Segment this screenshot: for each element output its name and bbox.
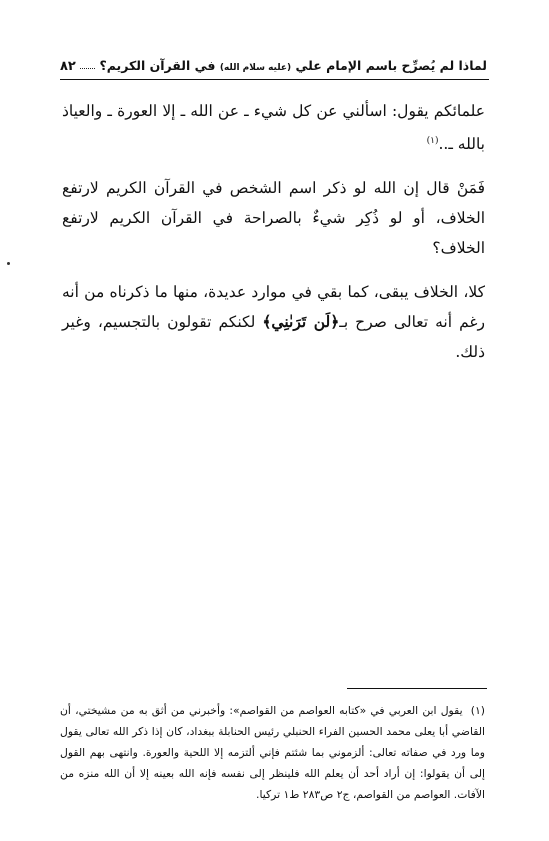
footnote [60, 700, 485, 805]
footnote-text: يقول ابن العربي في «كتابه العواصم من القواصم»: وأخبرني من أثق به من مشيختي، أن القاضي أبا يعلى محمد الحسين الفراء الحنبلي رئيس الحنابلة ببغداد، كان إذا ذكر الله تعالى يقول وما ورد في صفاته تعالى: ألزموني بما شئتم فإني ألتزمه إلا اللحية والعورة. وانتهى بهم القول إلى أن يقولوا: إن أراد أحد أن يعلم الله فلينظر إلى نفسه فإنه الله بعينه إلا أن الله منزه من الآفات. العواصم من القواصم، ج٢ ص٢٨٣ ط١ تركيا. [60, 704, 485, 801]
running-title-end: في القرآن الكريم؟ [99, 58, 216, 73]
footnote-number: (١) [470, 704, 485, 717]
paragraph-3-text-a: كلا، الخلاف يبقى، كما بقي في موارد عديدة، منها ما ذكرناه من أنه رغم أنه تعالى صرح بـ [62, 283, 485, 332]
page-number: ٨٢ [60, 59, 76, 74]
main-text [62, 96, 485, 381]
margin-mark [7, 262, 10, 265]
paragraph-3-text-b: لكنكم تقولون بالتجسيم، وغير ذلك. [62, 313, 485, 362]
footnote-reference: (١) [426, 136, 439, 146]
header-leader-dots [80, 67, 96, 69]
quran-quote: ﴿لَن تَرَىٰنِي﴾ [262, 312, 340, 332]
paragraph-1 [62, 96, 485, 159]
running-title [99, 58, 487, 73]
paragraph-2: فَمَنْ قال إن الله لو ذكر اسم الشخص في القرآن الكريم لارتفع الخلاف، أو لو ذُكِر شيءٌ بالصراحة في القرآن الكريم لارتفع الخلاف؟ [62, 179, 485, 258]
footnote-separator [347, 688, 487, 689]
running-title-main: لماذا لم يُصرِّح باسم الإمام علي [295, 58, 487, 73]
paragraph-3 [62, 277, 485, 367]
paragraph-1-text: علمائكم يقول: اسألني عن كل شيء ـ عن الله ـ إلا العورة ـ والعياذ بالله ـ.. [62, 102, 485, 154]
running-title-honorific: (عليه سلام الله) [219, 63, 292, 73]
header-rule [60, 79, 489, 80]
running-header [60, 58, 487, 74]
